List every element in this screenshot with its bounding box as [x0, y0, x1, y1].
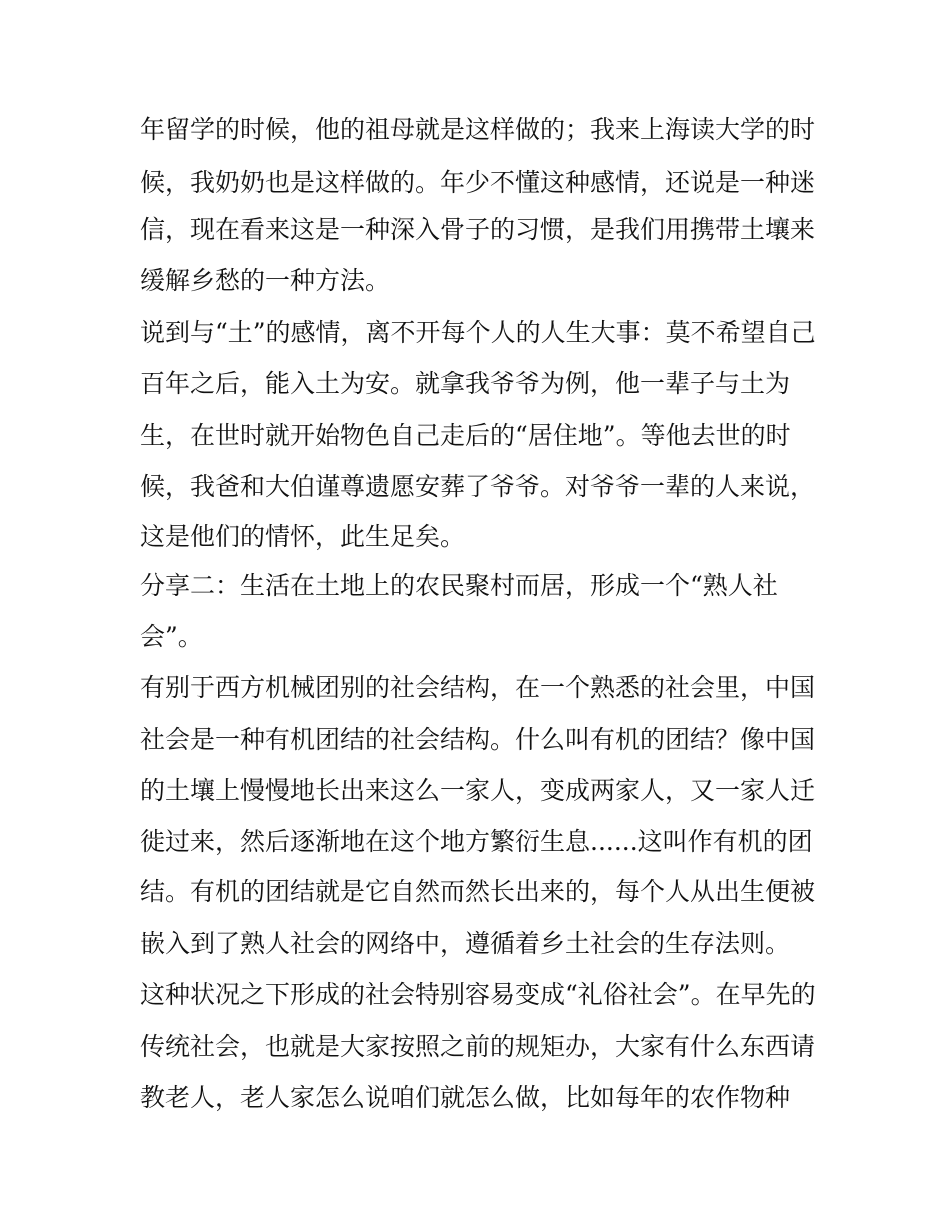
text-line: 候，我奶奶也是这样做的。年少不懂这种感情，还说是一种迷: [140, 168, 816, 197]
text-line: 百年之后，能入土为安。就拿我爷爷为例，他一辈子与土为: [140, 369, 791, 398]
text-line: 年留学的时候，他的祖母就是这样做的；我来上海读大学的时: [140, 115, 816, 144]
text-line: 说到与“土”的感情，离不开每个人的人生大事：莫不希望自己: [140, 318, 816, 347]
text-line: 信，现在看来这是一种深入骨子的习惯，是我们用携带土壤来: [140, 215, 816, 244]
text-line: 这是他们的情怀，此生足矣。: [140, 522, 466, 551]
text-line: 候，我爸和大伯谨尊遗愿安葬了爷爷。对爷爷一辈的人来说，: [140, 472, 816, 501]
text-line: 生，在世时就开始物色自己走后的“居住地”。等他去世的时: [140, 421, 791, 450]
text-line: 结。有机的团结就是它自然而然长出来的，每个人从出生便被: [140, 877, 816, 906]
text-line: 分享二：生活在土地上的农民聚村而居，形成一个“熟人社: [140, 571, 778, 600]
text-line: 会”。: [140, 622, 203, 651]
text-line: 嵌入到了熟人社会的网络中，遵循着乡土社会的生存法则。: [140, 929, 791, 958]
text-line: 教老人，老人家怎么说咱们就怎么做，比如每年的农作物种: [140, 1083, 791, 1112]
text-line: 社会是一种有机团结的社会结构。什么叫有机的团结？像中国: [140, 725, 816, 754]
text-line: 传统社会，也就是大家按照之前的规矩办，大家有什么东西请: [140, 1032, 816, 1061]
text-line: 这种状况之下形成的社会特别容易变成“礼俗社会”。在早先的: [140, 980, 816, 1009]
text-line: 缓解乡愁的一种方法。: [140, 266, 391, 295]
text-line: 徙过来，然后逐渐地在这个地方繁衍生息......这叫作有机的团: [140, 827, 813, 856]
text-line: 的土壤上慢慢地长出来这么一家人，变成两家人，又一家人迁: [140, 776, 816, 805]
text-line: 有别于西方机械团别的社会结构，在一个熟悉的社会里，中国: [140, 673, 816, 702]
